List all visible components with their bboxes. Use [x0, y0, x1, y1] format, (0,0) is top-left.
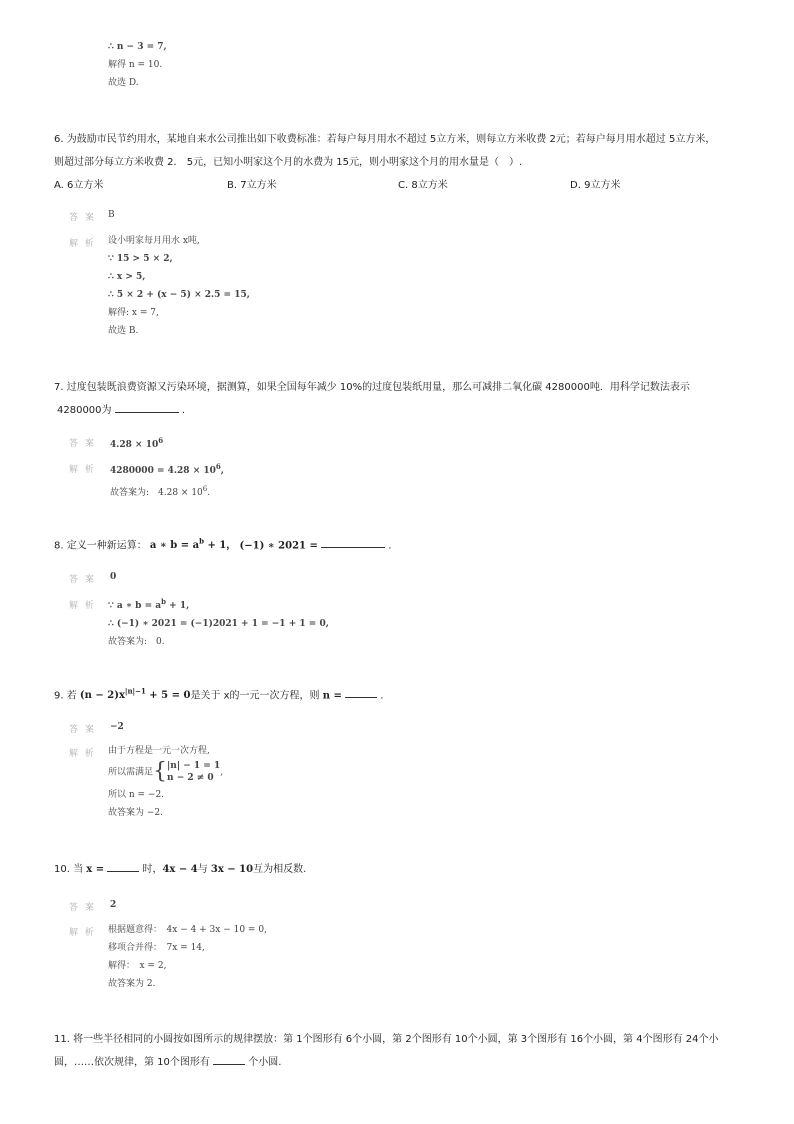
q9-answer-label: 答 案 [69, 725, 96, 735]
q6-answer: B [108, 210, 115, 220]
q10-analysis-line: 根据题意得： 4x − 4 + 3x − 10 = 0, [108, 925, 267, 935]
q8-math-base: a ∗ b = a [149, 540, 200, 552]
q11-stem [54, 1028, 719, 1074]
q8-stem-math-2: (−1) ∗ 2021 = [239, 540, 318, 552]
q9-answer: −2 [110, 722, 124, 732]
q11-stem-text: 圆，……依次规律，第 10个图形有 [54, 1057, 210, 1068]
q10-analysis-line: 移项合并得： 7x = 14, [108, 943, 205, 953]
q6-analysis-label: 解 析 [69, 239, 96, 249]
q10-stem-x: x = [86, 864, 105, 875]
q9-stem-text: 是关于 x的一元一次方程，则 [190, 690, 323, 702]
q7-analysis-exp: 6 [215, 462, 221, 471]
q7-analysis-label: 解 析 [69, 465, 96, 475]
q9-math-exp: |n|−1 [124, 687, 146, 696]
q9-stem-math [79, 687, 191, 702]
q10-answer-blank[interactable] [107, 861, 139, 872]
q6-option-c[interactable]: C. 8立方米 [398, 180, 448, 191]
q6-stem-line-1: 6. 为鼓励市民节约用水，某地自来水公司推出如下收费标准：若每户每月用水不超过 5立方米，则每立方米收费 2元；若每户每月用水超过 5立方米， [54, 134, 716, 145]
q5-line-1: ∴ n − 3 = 7, [108, 42, 167, 52]
q7-analysis-end: . [207, 488, 211, 498]
q8-stem-period: . [388, 540, 392, 552]
q6-answer-label: 答 案 [69, 213, 96, 223]
q6-stem [54, 128, 715, 174]
q5-line-2: 解得 n = 10. [108, 60, 163, 70]
q8-answer-label: 答 案 [69, 575, 96, 585]
q7-analysis [110, 458, 224, 502]
q11-stem-line-2 [54, 1051, 719, 1074]
q8-answer: 0 [110, 572, 117, 582]
q9-analysis [108, 742, 223, 822]
q5-line-3: 故选 D. [108, 78, 139, 88]
q10-stem-text: 互为相反数. [253, 864, 307, 875]
q8-analysis-line: ∴ (−1) ∗ 2021 = (−1)2021 + 1 = −1 + 1 = 0, [108, 619, 329, 629]
q7-analysis-line [110, 458, 224, 480]
q8-analysis-exp: b [161, 597, 167, 606]
q8-analysis-end: + 1, [166, 601, 190, 611]
q10-stem-math-2: 3x − 10 [210, 864, 254, 875]
q9-analysis-line: 由于方程是一元一次方程, [108, 746, 210, 756]
q9-analysis-line: 所以 n = −2. [108, 790, 165, 800]
q6-analysis [108, 232, 250, 340]
q8-math-exp: b [199, 537, 204, 546]
q9-analysis-comma: , [220, 767, 224, 778]
q5-solution [108, 38, 167, 92]
q8-analysis-line: 故答案为: 0. [108, 637, 165, 647]
q7-answer-label: 答 案 [69, 439, 96, 449]
q8-analysis [108, 593, 329, 651]
q7-stem-line-1: 7. 过度包装既浪费资源又污染环境，据测算，如果全国每年减少 10%的过度包装纸用量，那么可减排二氧化碳 4280000吨．用科学记数法表示 [54, 382, 690, 393]
q9-math-base: (n − 2)x [79, 690, 125, 702]
q8-math-end: + 1， [204, 540, 237, 552]
q6-analysis-line: 故选 B. [108, 326, 139, 336]
q6-analysis-line: 设小明家每月用水 x吨, [108, 236, 200, 246]
q7-analysis-base: 故答案为: 4.28 × 10 [110, 488, 203, 498]
q6-option-a[interactable]: A. 6立方米 [54, 180, 104, 191]
q7-analysis-base: 4280000 = 4.28 × 10 [110, 466, 216, 476]
q6-analysis-line: 解得: x = 7, [108, 308, 159, 318]
q9-analysis-system-line [108, 760, 223, 786]
q11-stem-text: 个小圆. [248, 1057, 282, 1068]
q10-answer-label: 答 案 [69, 903, 96, 913]
q7-stem-line-2 [54, 399, 690, 422]
q7-stem-period: . [181, 405, 186, 416]
q6-analysis-line: ∵ 15 > 5 × 2, [108, 254, 173, 264]
q10-stem-text: 10. 当 [54, 864, 87, 875]
q10-stem-math-1: 4x − 4 [162, 864, 198, 875]
q9-math-end: + 5 = 0 [145, 690, 191, 702]
q9-stem-period: . [380, 690, 384, 702]
q6-analysis-line: ∴ 5 × 2 + (x − 5) × 2.5 = 15, [108, 290, 250, 300]
q8-answer-blank[interactable] [321, 537, 385, 548]
q11-answer-blank[interactable] [213, 1054, 245, 1065]
q7-analysis-end: , [220, 466, 224, 476]
q6-option-b[interactable]: B. 7立方米 [227, 180, 277, 191]
q6-analysis-line: ∴ x > 5, [108, 272, 146, 282]
q9-answer-blank[interactable] [345, 687, 377, 698]
q9-stem-n: n = [322, 690, 342, 702]
q7-analysis-line [110, 480, 224, 502]
q10-stem-text: 与 [197, 864, 211, 875]
q8-stem-text: 8. 定义一种新运算： [54, 540, 147, 552]
q8-stem-math-1 [149, 537, 237, 552]
q8-analysis-label: 解 析 [69, 601, 96, 611]
q11-stem-line-1: 11. 将一些半径相同的小圆按如图所示的规律摆放：第 1个图形有 6个小圆，第 2个图形有 10个小圆，第 3个图形有 16个小圆，第 4个图形有 24个小 [54, 1034, 719, 1045]
q6-stem-line-2: 则超过部分每立方米收费 2． 5元，已知小明家这个月的水费为 15元，则小明家这个月的用水量是（ ）. [54, 157, 523, 168]
q9-analysis-text: 所以需满足 [108, 767, 154, 778]
q6-option-d[interactable]: D. 9立方米 [570, 180, 621, 191]
q10-answer: 2 [110, 900, 117, 910]
q7-answer-base: 4.28 × 10 [110, 440, 159, 450]
q8-analysis-base: ∵ a ∗ b = a [108, 601, 162, 611]
q10-analysis [108, 921, 267, 993]
q9-system-eq-1: |n| − 1 = 1 [167, 761, 221, 771]
q9-stem-text: 9. 若 [54, 690, 80, 702]
q9-analysis-label: 解 析 [69, 749, 96, 759]
q10-analysis-line: 解得： x = 2, [108, 961, 167, 971]
q9-analysis-line: 故答案为 −2. [108, 808, 163, 818]
q7-analysis-exp: 6 [202, 485, 208, 493]
q8-stem [54, 530, 391, 557]
brace-icon: { [153, 759, 168, 784]
q7-stem [54, 376, 690, 422]
q7-stem-text: 4280000为 [57, 405, 112, 416]
q10-analysis-line: 故答案为 2. [108, 979, 156, 989]
q7-answer [110, 432, 163, 454]
q9-system [167, 760, 220, 784]
q9-stem [54, 680, 383, 707]
q10-stem-text: 时， [142, 864, 163, 875]
q9-system-eq-2: n − 2 ≠ 0 [167, 773, 214, 783]
q10-stem [54, 858, 306, 881]
q7-answer-blank[interactable] [115, 402, 179, 413]
q7-answer-exp: 6 [158, 436, 164, 445]
q10-analysis-label: 解 析 [69, 928, 96, 938]
q8-analysis-line [108, 593, 329, 615]
